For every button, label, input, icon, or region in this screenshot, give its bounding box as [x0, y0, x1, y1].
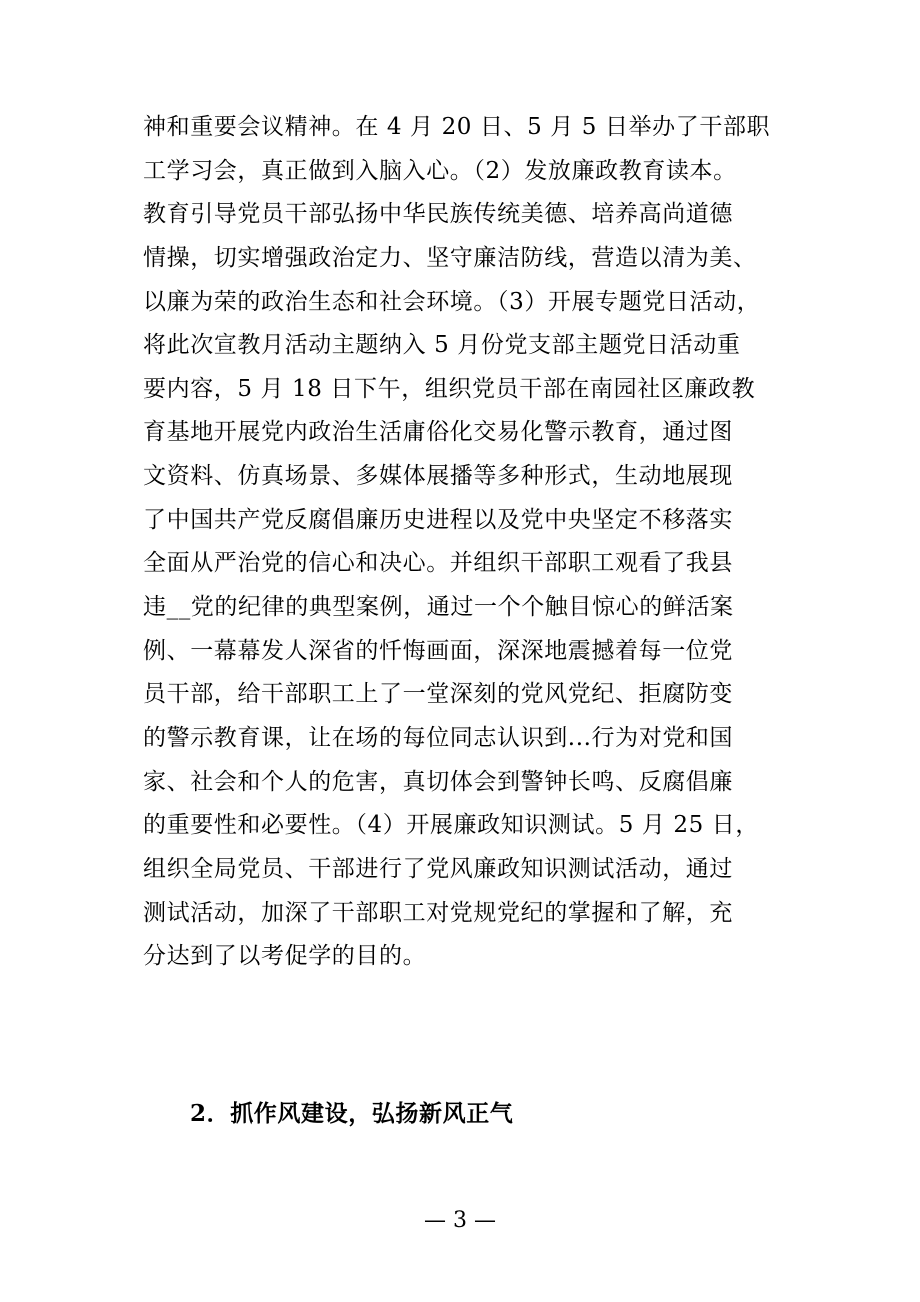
body-line: 工学习会，真正做到入脑入心。（2）发放廉政教育读本。	[143, 157, 737, 184]
page-number: — 3 —	[424, 1208, 496, 1233]
body-line: 的警示教育课，让在场的每位同志认识到...行为对党和国	[143, 724, 734, 751]
body-line: 组织全局党员、干部进行了党风廉政知识测试活动，通过	[143, 855, 733, 882]
body-line: 以廉为荣的政治生态和社会环境。（3）开展专题党日活动，	[143, 288, 761, 315]
body-paragraph	[143, 106, 783, 979]
body-line: 的重要性和必要性。（4）开展廉政知识测试。5 月 25 日，	[143, 812, 759, 839]
body-line: 全面从严治党的信心和决心。并组织干部职工观看了我县	[143, 550, 733, 577]
body-line: 测试活动，加深了干部职工对党规党纪的掌握和了解，充	[143, 899, 733, 926]
body-line: 教育引导党员干部弘扬中华民族传统美德、培养高尚道德	[143, 201, 733, 228]
body-line: 情操，切实增强政治定力、坚守廉洁防线，营造以清为美、	[143, 244, 757, 271]
body-line: 神和重要会议精神。在 4 月 20 日、5 月 5 日举办了干部职	[143, 114, 771, 140]
body-line: 员干部，给干部职工上了一堂深刻的党风党纪、拒腐防变	[143, 681, 733, 708]
body-line: 例、一幕幕发人深省的忏悔画面，深深地震撼着每一位党	[143, 637, 733, 664]
body-line: 了中国共产党反腐倡廉历史进程以及党中央坚定不移落实	[143, 506, 733, 533]
body-line: 家、社会和个人的危害，真切体会到警钟长鸣、反腐倡廉	[143, 768, 733, 795]
body-line: 要内容，5 月 18 日下午，组织党员干部在南园社区廉政教	[143, 375, 756, 402]
body-line: 分达到了以考促学的目的。	[143, 943, 427, 970]
body-line: 将此次宣教月活动主题纳入 5 月份党支部主题党日活动重	[143, 332, 741, 359]
body-line: 育基地开展党内政治生活庸俗化交易化警示教育，通过图	[143, 419, 733, 446]
body-line: 文资料、仿真场景、多媒体展播等多种形式，生动地展现	[143, 463, 733, 490]
body-line: 违__党的纪律的典型案例，通过一个个触目惊心的鲜活案	[143, 594, 734, 621]
section-heading: 2．抓作风建设，弘扬新风正气	[190, 1100, 514, 1127]
